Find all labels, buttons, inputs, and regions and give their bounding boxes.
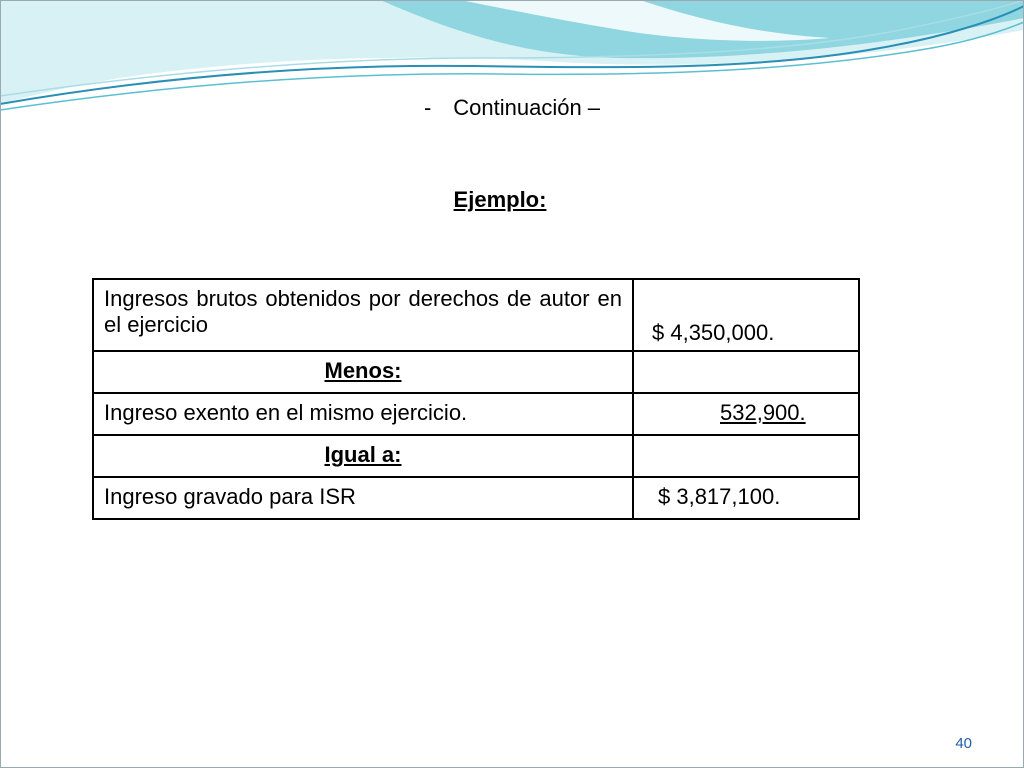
exempt-income-label: Ingreso exento en el mismo ejercicio. xyxy=(104,400,468,425)
table-row xyxy=(93,351,859,393)
concept-cell xyxy=(93,351,633,393)
equals-label: Igual a: xyxy=(324,442,402,467)
table-row xyxy=(93,393,859,435)
example-heading: Ejemplo: xyxy=(453,187,547,212)
subtitle-dash: - xyxy=(423,95,432,120)
income-calculation-table xyxy=(92,278,860,520)
table-row xyxy=(93,477,859,519)
concept-cell xyxy=(93,477,633,519)
table-row xyxy=(93,279,859,351)
table-row xyxy=(93,435,859,477)
exempt-income-amount xyxy=(652,400,806,425)
page-number: 40 xyxy=(955,735,972,752)
concept-cell xyxy=(93,393,633,435)
minus-label: Menos: xyxy=(324,358,402,383)
exempt-income-value: 532,900. xyxy=(720,400,806,425)
concept-cell xyxy=(93,279,633,351)
amount-cell xyxy=(633,393,859,435)
amount-cell xyxy=(633,279,859,351)
slide-subtitle xyxy=(0,94,1024,122)
amount-cell-empty xyxy=(633,351,859,393)
taxable-income-amount: $ 3,817,100. xyxy=(658,484,781,509)
amount-underline-lead xyxy=(674,400,720,426)
gross-income-amount: $ 4,350,000. xyxy=(652,320,775,345)
amount-cell xyxy=(633,477,859,519)
taxable-income-label: Ingreso gravado para ISR xyxy=(104,484,356,509)
concept-cell xyxy=(93,435,633,477)
amount-cell-empty xyxy=(633,435,859,477)
subtitle-text: Continuación – xyxy=(453,95,601,120)
gross-income-label: Ingresos brutos obtenidos por derechos de autor en el ejercicio xyxy=(104,286,622,337)
